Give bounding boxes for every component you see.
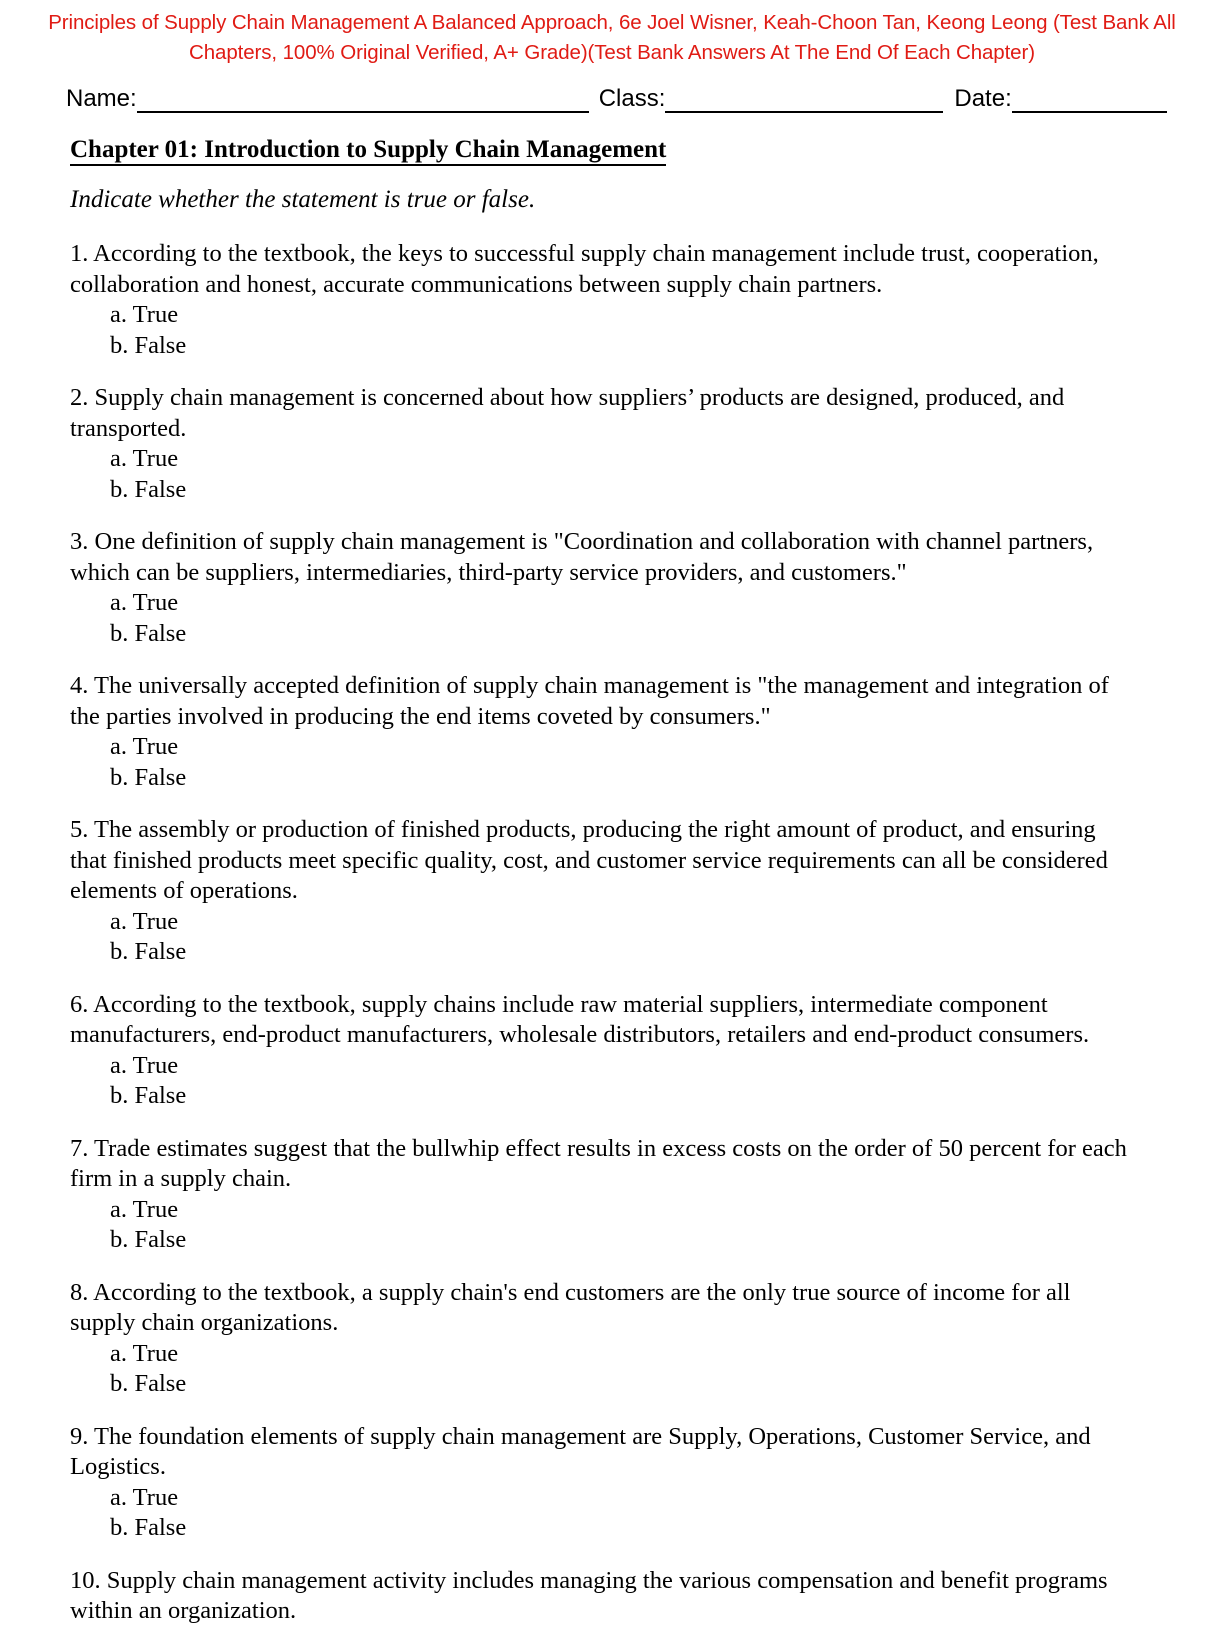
name-input-line[interactable] (137, 88, 589, 113)
question-options (70, 1195, 1128, 1256)
question-text: 2. Supply chain management is concerned about how suppliers’ products are designed, produced, and transported. (70, 384, 1065, 442)
question-item (70, 1566, 1128, 1627)
header-line-2: Chapters, 100% Original Verified, A+ Grade)(Test Bank Answers At The End Of Each Chapter) (189, 41, 1035, 64)
question-item (70, 990, 1128, 1112)
question-text: 9. The foundation elements of supply chain management are Supply, Operations, Customer Service, and Logistics. (70, 1422, 1091, 1480)
answer-option[interactable]: a. True (110, 445, 179, 472)
chapter-heading (0, 135, 1224, 165)
question-item (70, 1134, 1128, 1256)
question-text: 3. One definition of supply chain management is "Coordination and collaboration with channel partners, which can be suppliers, intermediaries, third-party service providers, and customers." (70, 528, 1094, 586)
answer-option[interactable]: a. True (110, 1339, 179, 1367)
question-item (70, 1422, 1128, 1544)
question-text: 5. The assembly or production of finished products, producing the right amount of product, and ensuring that finished products meet specific quality, cost, and customer service requirements can all be considered elements of operations. (70, 816, 1108, 904)
question-options (70, 588, 1128, 649)
date-label: Date: (954, 85, 1012, 112)
answer-option[interactable]: b. False (110, 331, 187, 359)
answer-option[interactable]: a. True (110, 589, 179, 616)
question-options (70, 907, 1128, 968)
name-label: Name: (66, 85, 137, 112)
question-options (70, 1051, 1128, 1112)
question-options (70, 732, 1128, 793)
question-item (70, 527, 1128, 649)
instruction-text: Indicate whether the statement is true or false. (70, 186, 536, 213)
document-header-banner (0, 0, 1224, 68)
question-options (70, 300, 1128, 361)
answer-option[interactable]: b. False (110, 619, 187, 647)
question-text: 1. According to the textbook, the keys to successful supply chain management include trust, cooperation, collaboration and honest, accurate communications between supply chain partners. (70, 240, 1099, 298)
question-options (70, 1339, 1128, 1400)
question-text: 8. According to the textbook, a supply chain's end customers are the only true source of income for all supply chain organizations. (70, 1278, 1071, 1336)
question-item (70, 1278, 1128, 1400)
answer-option[interactable]: a. True (110, 733, 179, 760)
answer-option[interactable]: b. False (110, 763, 187, 791)
answer-option[interactable]: a. True (110, 907, 179, 935)
question-text: 4. The universally accepted definition of supply chain management is "the management and integration of the parties involved in producing the end items coveted by consumers." (70, 672, 1109, 730)
student-info-row (0, 86, 1224, 113)
answer-option[interactable]: a. True (110, 1051, 179, 1079)
date-input-line[interactable] (1012, 88, 1167, 113)
question-item (70, 383, 1128, 505)
answer-option[interactable]: b. False (110, 475, 187, 503)
question-item (70, 671, 1128, 793)
question-options (70, 1483, 1128, 1544)
question-item (70, 239, 1128, 361)
class-input-line[interactable] (665, 88, 943, 113)
header-line-1: Principles of Supply Chain Management A Balanced Approach, 6e Joel Wisner, Keah-Choon Tan, Keong Leong (Test Bank All (48, 11, 1176, 34)
answer-option[interactable]: a. True (110, 1195, 179, 1223)
question-text: 10. Supply chain management activity includes managing the various compensation and benefit programs within an organization. (70, 1566, 1108, 1624)
question-list (0, 239, 1224, 1627)
answer-option[interactable]: b. False (110, 1226, 187, 1253)
answer-option[interactable]: b. False (110, 1082, 187, 1109)
answer-option[interactable]: a. True (110, 1483, 179, 1511)
chapter-heading-text: Chapter 01: Introduction to Supply Chain Management (70, 136, 666, 166)
question-item (70, 815, 1128, 968)
answer-option[interactable]: b. False (110, 938, 187, 965)
answer-option[interactable]: b. False (110, 1370, 187, 1397)
question-text: 7. Trade estimates suggest that the bullwhip effect results in excess costs on the order of 50 percent for each firm in a supply chain. (70, 1134, 1127, 1192)
answer-option[interactable]: a. True (110, 301, 179, 328)
question-options (70, 444, 1128, 505)
class-label: Class: (598, 85, 666, 112)
answer-option[interactable]: b. False (110, 1514, 187, 1541)
question-text: 6. According to the textbook, supply chains include raw material suppliers, intermediate component manufacturers, end-product manufacturers, wholesale distributors, retailers and end-product consumers. (70, 990, 1090, 1048)
